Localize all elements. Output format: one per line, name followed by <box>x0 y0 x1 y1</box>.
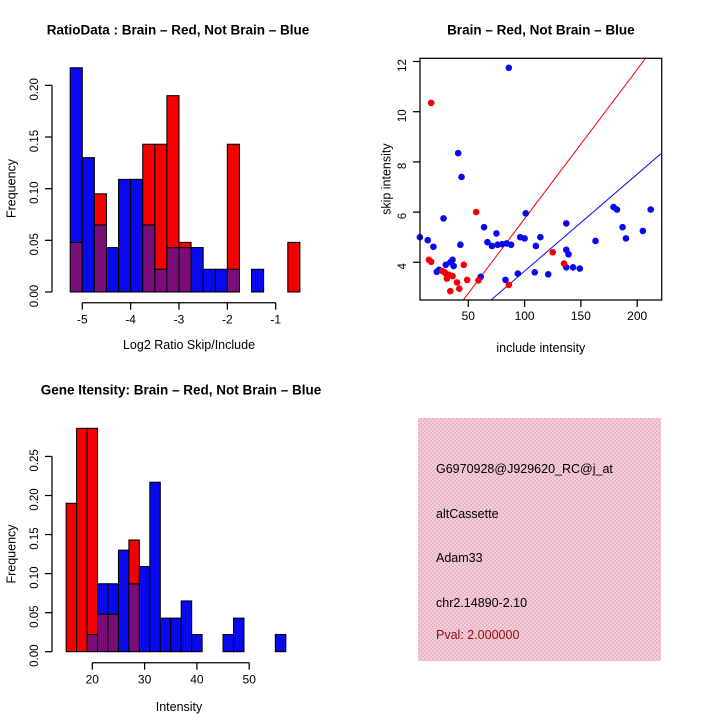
pvalue-text: Pval: 2.000000 <box>436 628 520 642</box>
chart-title: Gene Itensity: Brain – Red, Not Brain – Blue <box>40 382 322 398</box>
y-axis-title: Frequency <box>4 524 19 584</box>
x-tick-label: 200 <box>627 309 648 323</box>
hist-bar-red <box>77 428 87 651</box>
hist-bar-red <box>227 144 239 269</box>
y-tick-label: 0.05 <box>29 605 41 628</box>
x-tick-label: 40 <box>190 672 204 687</box>
hist-bar-red <box>87 428 97 634</box>
ratio-histogram-chart <box>0 0 360 360</box>
gene-intensity-histogram-chart <box>0 360 360 720</box>
chart-title: RatioData : Brain – Red, Not Brain – Blue <box>46 22 310 38</box>
scatter-point-blue <box>430 243 437 250</box>
x-axis-title: include intensity <box>496 341 586 355</box>
x-tick-label: 20 <box>85 672 99 687</box>
histogram-bars <box>66 428 286 651</box>
scatter-point-blue <box>455 150 462 157</box>
plot-box <box>420 58 662 300</box>
y-axis <box>413 62 420 263</box>
scatter-point-red <box>464 277 471 284</box>
hist-bar-red <box>179 242 191 247</box>
y-tick-label: 0.15 <box>29 527 41 550</box>
scatter-point-blue <box>545 271 552 278</box>
hist-bar-red <box>94 194 106 225</box>
scatter-point-blue <box>614 206 621 213</box>
hist-bar-overlap <box>179 248 191 292</box>
intensity-scatter-chart <box>360 0 720 360</box>
scatter-point-red <box>475 277 482 284</box>
hist-bar-blue <box>275 635 285 652</box>
scatter-point-blue <box>623 235 630 242</box>
scatter-point-blue <box>493 230 500 237</box>
scatter-point-red <box>428 100 435 107</box>
gene-intensity-histogram-panel <box>0 360 360 720</box>
hist-bar-blue <box>192 635 202 652</box>
scatter-point-blue <box>481 224 488 231</box>
scatter-point-blue <box>515 270 522 277</box>
hist-bar-red <box>167 96 179 248</box>
scatter-point-blue <box>449 256 456 263</box>
y-axis-title: skip intensity <box>379 143 394 215</box>
splice-type-text: altCassette <box>436 507 499 521</box>
scatter-point-red <box>447 288 454 295</box>
gene-info-box <box>418 418 661 661</box>
scatter-point-blue <box>458 174 465 181</box>
scatter-point-blue <box>563 220 570 227</box>
scatter-point-red <box>473 209 480 216</box>
y-axis <box>45 85 52 292</box>
hist-bar-blue <box>223 635 233 652</box>
x-tick-label: 30 <box>137 672 152 687</box>
x-tick-label: -3 <box>173 312 185 327</box>
hist-bar-overlap <box>70 242 82 292</box>
hist-bar-overlap <box>108 614 118 651</box>
scatter-point-blue <box>647 206 654 213</box>
x-axis-title: Log2 Ratio Skip/Include <box>122 338 256 352</box>
scatter-point-red <box>456 285 463 292</box>
x-axis <box>468 300 637 307</box>
intensity-scatter-panel <box>360 0 720 360</box>
ratio_hist-plot <box>5 23 310 353</box>
scatter-point-blue <box>570 264 577 271</box>
x-tick-label: 50 <box>242 672 256 687</box>
y-tick-label: 0.25 <box>29 449 41 472</box>
hist-bar-blue <box>203 269 215 292</box>
scatter-point-blue <box>640 228 647 235</box>
x-axis <box>82 303 275 310</box>
hist-bar-blue <box>106 248 118 292</box>
blue-fit-line <box>491 153 662 300</box>
gene-info-panel <box>360 360 720 720</box>
y-tick-label: 0.00 <box>29 644 41 667</box>
hist-bar-blue <box>252 269 264 292</box>
x-tick-label: 150 <box>570 309 591 323</box>
y-tick-label: 6 <box>397 212 409 220</box>
x-tick-label: -2 <box>222 312 233 327</box>
scatter-point-blue <box>592 238 599 245</box>
scatter-point-blue <box>533 243 540 250</box>
scatter-point-red <box>444 275 451 282</box>
hist-bar-overlap <box>98 614 108 651</box>
hist-bar-blue <box>171 618 181 652</box>
y-tick-label: 10 <box>397 109 409 123</box>
histogram-bars <box>70 68 300 292</box>
y-tick-label: 0.15 <box>29 129 41 153</box>
y-tick-label: 4 <box>397 263 409 270</box>
hist-bar-overlap <box>129 584 139 652</box>
hist-bar-red <box>288 242 300 292</box>
hist-bar-overlap <box>143 225 155 292</box>
scatter-point-blue <box>521 235 528 242</box>
hist-bar-blue <box>82 158 94 292</box>
scatter-point-red <box>441 269 448 276</box>
x-axis-title: Intensity <box>155 700 203 714</box>
hist-bar-overlap <box>94 225 106 292</box>
hist-bar-red <box>143 144 155 225</box>
scatter-point-blue <box>565 251 572 258</box>
hist-bar-blue <box>181 601 191 652</box>
scatter-point-blue <box>537 234 544 241</box>
chart-title: Brain – Red, Not Brain – Blue <box>447 22 635 38</box>
scatter-point-blue <box>506 64 513 71</box>
scatter-point-blue <box>508 241 515 248</box>
scatter-points <box>417 64 654 294</box>
hist-bar-red <box>129 540 139 584</box>
red-fit-line <box>463 58 645 300</box>
y-tick-label: 0.10 <box>29 566 41 589</box>
scatter-point-blue <box>442 262 449 269</box>
y-tick-label: 8 <box>397 162 409 170</box>
gene_hist-plot <box>5 383 322 715</box>
hist-bar-blue <box>234 618 244 652</box>
scatter-point-blue <box>576 265 583 272</box>
x-tick-label: -4 <box>125 312 136 327</box>
hist-bar-blue <box>98 584 108 614</box>
x-tick-label: 100 <box>514 309 535 323</box>
hist-bar-overlap <box>167 248 179 292</box>
hist-bar-blue <box>191 248 203 292</box>
scatter-point-blue <box>457 241 464 248</box>
scatter-point-blue <box>619 224 626 231</box>
chromosome-location-text: chr2.14890-2.10 <box>436 596 528 610</box>
y-tick-label: 0.20 <box>29 488 41 511</box>
scatter-point-red <box>428 258 435 265</box>
y-axis-title: Frequency <box>4 158 19 219</box>
hist-bar-blue <box>131 179 143 292</box>
scatter-plot <box>380 23 662 356</box>
y-tick-label: 0.00 <box>29 284 41 308</box>
scatter-point-red <box>549 249 556 256</box>
scatter-point-red <box>449 273 456 280</box>
scatter-point-blue <box>531 269 538 276</box>
y-tick-label: 0.05 <box>29 233 41 256</box>
y-tick-label: 0.20 <box>29 78 41 101</box>
hist-bar-blue <box>215 269 227 292</box>
x-tick-label: 50 <box>461 309 475 323</box>
scatter-point-blue <box>424 237 431 244</box>
scatter-point-blue <box>522 210 529 217</box>
hist-bar-blue <box>119 179 131 292</box>
scatter-point-blue <box>450 263 457 270</box>
x-tick-label: -5 <box>76 312 88 327</box>
y-axis <box>45 456 52 651</box>
hist-bar-red <box>66 503 76 651</box>
hist-bar-blue <box>160 618 170 652</box>
hist-bar-blue <box>70 68 82 243</box>
probe-id-text: G6970928@J929620_RC@j_at <box>436 462 613 476</box>
scatter-point-red <box>460 262 467 269</box>
scatter-point-blue <box>440 215 447 222</box>
hist-bar-overlap <box>87 635 97 652</box>
ratio-histogram-panel <box>0 0 360 360</box>
x-tick-label: -1 <box>270 312 282 327</box>
scatter-point-red <box>506 282 513 289</box>
scatter-point-red <box>454 279 461 286</box>
hist-bar-red <box>155 144 167 269</box>
hist-bar-blue <box>139 567 149 652</box>
hist-bar-blue <box>118 550 128 652</box>
scatter-point-red <box>561 260 568 267</box>
y-tick-label: 12 <box>397 59 409 72</box>
y-tick-label: 0.10 <box>29 181 41 204</box>
hist-bar-blue <box>150 482 160 651</box>
x-axis <box>92 663 249 670</box>
gene-name-text: Adam33 <box>436 551 483 565</box>
hist-bar-overlap <box>155 269 167 292</box>
hist-bar-blue <box>108 584 118 614</box>
scatter-point-blue <box>489 243 496 250</box>
hist-bar-overlap <box>227 269 239 292</box>
scatter-point-blue <box>433 269 440 276</box>
